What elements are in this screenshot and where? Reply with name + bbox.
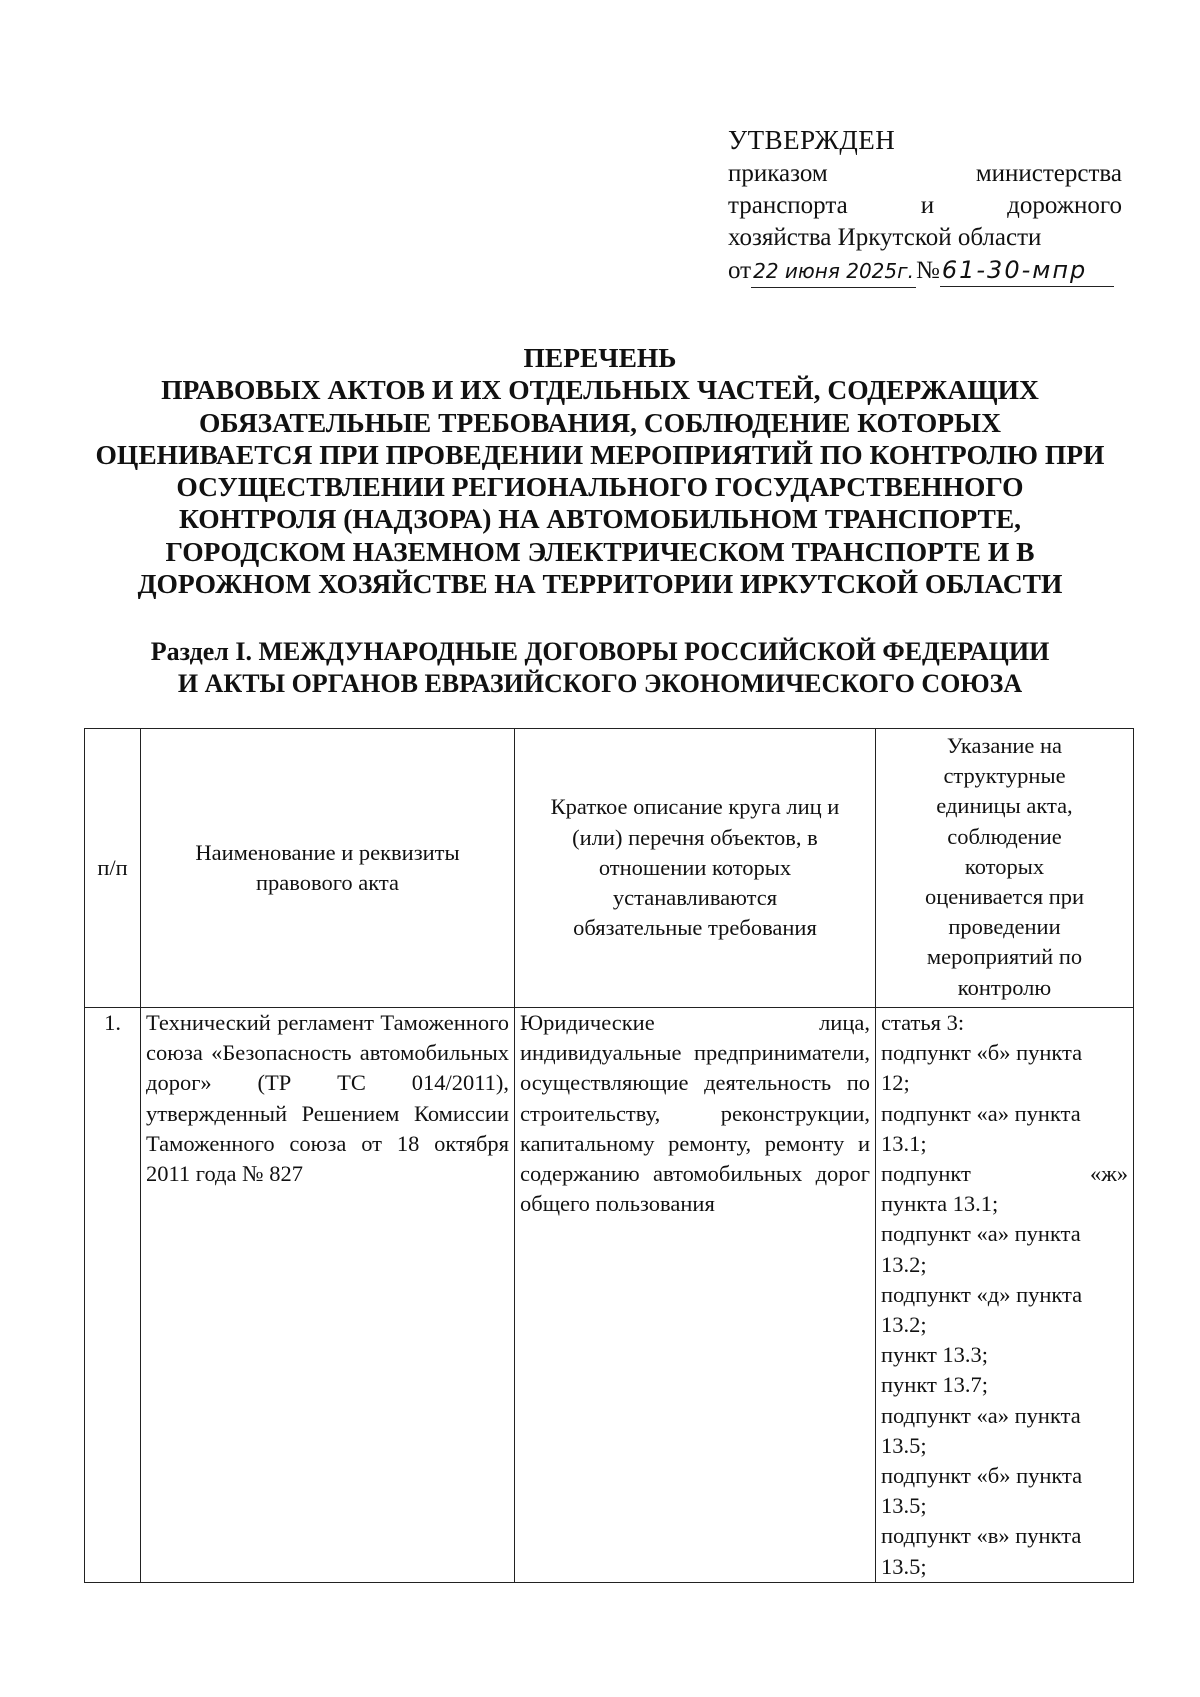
ref-line: пункт 13.3; <box>881 1342 989 1368</box>
ref-line: 13.2; <box>881 1312 927 1338</box>
ref-line-split <box>881 1159 1128 1189</box>
ref-line: пункта 13.1; <box>881 1191 999 1217</box>
act-name-cell: Технический регламент Таможенного союза «Безопасность автомобильных дорог» (ТР ТС 014/2011), утвержденный Решением Комиссии Таможенного союза от 18 октября 2011 года № 827 <box>141 1008 515 1583</box>
approval-line-1-left: приказом <box>728 160 828 187</box>
approval-line-3: хозяйства Иркутской области <box>728 224 1042 251</box>
ref-split-right: «ж» <box>1089 1161 1128 1187</box>
header-line: обязательные требования <box>573 915 817 941</box>
header-line: устанавливаются <box>612 885 778 911</box>
table-row <box>85 1008 1134 1583</box>
date-prefix: от <box>728 257 752 284</box>
title-line: КОНТРОЛЯ (НАДЗОРА) НА АВТОМОБИЛЬНОМ ТРАНСПОРТЕ, <box>178 503 1022 535</box>
approval-line-2 <box>728 190 1122 222</box>
ref-line: 12; <box>881 1070 910 1096</box>
ref-line: 13.5; <box>881 1553 927 1579</box>
header-line: Краткое описание круга лиц и <box>550 794 840 820</box>
row-number: 1. <box>85 1008 141 1583</box>
section-heading <box>60 636 1140 700</box>
ref-line: 13.1; <box>881 1130 927 1156</box>
title-line: ОСУЩЕСТВЛЕНИИ РЕГИОНАЛЬНОГО ГОСУДАРСТВЕННОГО <box>176 471 1024 503</box>
number-prefix: № <box>915 257 940 284</box>
approval-line-2-right: дорожного <box>1007 192 1122 219</box>
title-line: ОЦЕНИВАЕТСЯ ПРИ ПРОВЕДЕНИИ МЕРОПРИЯТИЙ ПО КОНТРОЛЮ ПРИ <box>95 438 1105 470</box>
section-line: Раздел I. МЕЖДУНАРОДНЫЕ ДОГОВОРЫ РОССИЙСКОЙ ФЕДЕРАЦИИ <box>150 637 1050 666</box>
approval-block <box>728 124 1122 288</box>
title-line: ГОРОДСКОМ НАЗЕМНОМ ЭЛЕКТРИЧЕСКОМ ТРАНСПОРТЕ И В <box>165 535 1035 567</box>
title-line: ОБЯЗАТЕЛЬНЫЕ ТРЕБОВАНИЯ, СОБЛЮДЕНИЕ КОТОРЫХ <box>199 406 1001 438</box>
ref-line: подпункт «а» пункта <box>881 1100 1081 1126</box>
title-line: ПРАВОВЫХ АКТОВ И ИХ ОТДЕЛЬНЫХ ЧАСТЕЙ, СОДЕРЖАЩИХ <box>161 374 1039 406</box>
table-header-row <box>85 729 1134 1008</box>
header-line: которых <box>964 853 1045 879</box>
approval-line-1-right: министерства <box>975 160 1122 187</box>
header-line: Указание на <box>946 733 1063 758</box>
ref-split-left: подпункт <box>881 1161 971 1187</box>
header-line: (или) перечня объектов, в <box>572 824 818 850</box>
ref-line: подпункт «а» пункта <box>881 1221 1081 1247</box>
header-line: единицы акта, <box>936 793 1073 819</box>
header-act-name <box>141 729 515 1008</box>
handwritten-number: 61-30-мпр <box>940 254 1114 287</box>
ref-line: подпункт «д» пункта <box>881 1281 1083 1307</box>
approval-heading: УТВЕРЖДЕН <box>728 125 896 155</box>
ref-line: пункт 13.7; <box>881 1372 989 1398</box>
header-line: оценивается при <box>924 884 1085 910</box>
header-line: контролю <box>957 974 1052 1000</box>
approval-line-2-mid: и <box>920 192 935 219</box>
header-line: отношении которых <box>598 854 792 880</box>
ref-line: 13.2; <box>881 1251 927 1277</box>
header-description <box>515 729 876 1008</box>
section-line: И АКТЫ ОРГАНОВ ЕВРАЗИЙСКОГО ЭКОНОМИЧЕСКОГО СОЮЗА <box>177 669 1023 698</box>
structural-units-cell <box>876 1008 1134 1583</box>
description-cell: Юридические лица, индивидуальные предприниматели, осуществляющие деятельность по строительству, реконструкции, капитальному ремонту, ремонту и содержанию автомобильных дорог общего пользования <box>515 1008 876 1583</box>
header-number: п/п <box>85 729 141 1008</box>
ref-line: подпункт «б» пункта <box>881 1040 1083 1066</box>
header-line: соблюдение <box>947 823 1062 849</box>
header-line: мероприятий по <box>926 944 1083 970</box>
header-line: структурные <box>943 763 1066 789</box>
title-line: ДОРОЖНОМ ХОЗЯЙСТВЕ НА ТЕРРИТОРИИ ИРКУТСКОЙ ОБЛАСТИ <box>137 568 1063 600</box>
approval-line-2-left: транспорта <box>728 192 848 219</box>
approval-line-1 <box>728 158 1122 190</box>
ref-line: подпункт «а» пункта <box>881 1402 1081 1428</box>
header-line: правового акта <box>256 870 399 895</box>
ref-line: подпункт «в» пункта <box>881 1523 1082 1549</box>
document-title <box>60 342 1140 600</box>
header-line: Наименование и реквизиты <box>195 839 460 865</box>
approval-date-number <box>728 254 1122 288</box>
ref-line: подпункт «б» пункта <box>881 1463 1083 1489</box>
header-line: проведении <box>948 914 1061 940</box>
title-line: ПЕРЕЧЕНЬ <box>523 342 677 373</box>
ref-line: статья 3: <box>881 1010 965 1035</box>
handwritten-date: 22 июня 2025г. <box>751 255 916 288</box>
ref-line: 13.5; <box>881 1493 927 1519</box>
header-structural-units <box>876 729 1134 1008</box>
requirements-table <box>84 728 1134 1583</box>
ref-line: 13.5; <box>881 1432 927 1458</box>
